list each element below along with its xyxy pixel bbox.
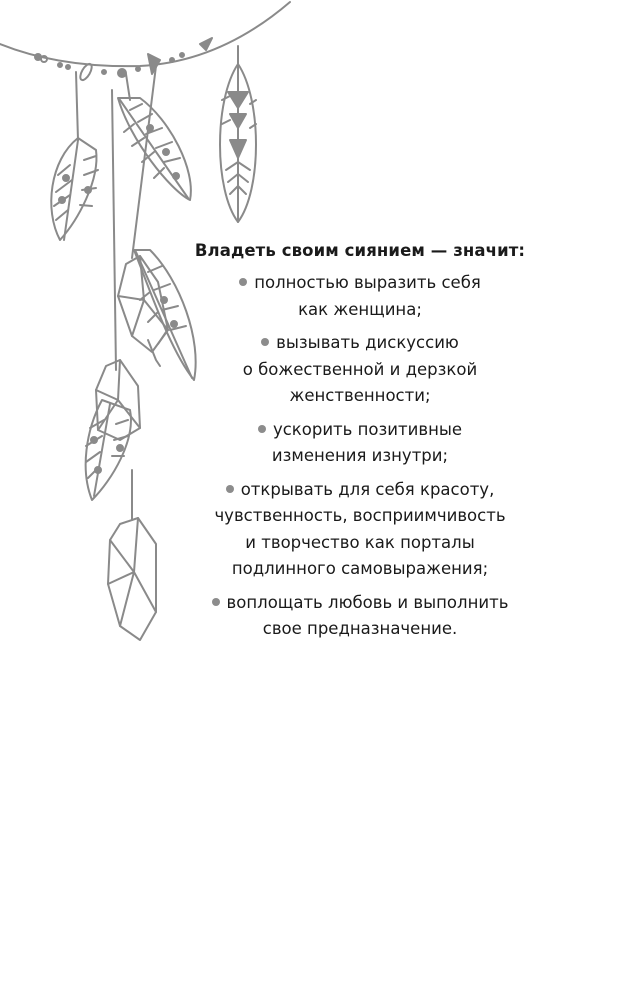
bead-icon [180, 53, 184, 57]
list-item [150, 330, 570, 410]
list-item-line: воплощать любовь и выполнить [150, 590, 570, 617]
arrow-charm-icon [200, 38, 212, 50]
list-item [150, 590, 570, 643]
bead-icon [66, 65, 70, 69]
triangle-charm-icon [148, 54, 160, 74]
list-item-line: свое предназначение. [262, 619, 458, 638]
list-item-line: вызывать дискуссию [150, 330, 570, 357]
bullet-list [150, 270, 570, 643]
bead-icon [58, 63, 62, 67]
bullet-icon [212, 598, 220, 606]
bead-icon [102, 70, 106, 74]
bead-icon [136, 67, 140, 71]
list-item-line: женственности; [289, 386, 431, 405]
feather-icon [51, 138, 98, 240]
list-item-line: и творчество как порталы [245, 532, 475, 552]
tribal-feather-icon [220, 64, 256, 222]
list-item-line: ускорить позитивные [150, 417, 570, 444]
feather-icon [118, 98, 191, 200]
list-item-line: как женщина; [298, 299, 422, 319]
hanging-cord [76, 72, 78, 140]
hanging-cord [126, 74, 130, 100]
bullet-icon [239, 278, 247, 286]
heading: Владеть своим сиянием — значит: [194, 241, 526, 260]
bullet-icon [261, 338, 269, 346]
bullet-icon [226, 485, 234, 493]
bullet-icon [258, 425, 266, 433]
bead-icon [118, 69, 126, 77]
list-item-line: полностью выразить себя [150, 270, 570, 297]
list-item-line: открывать для себя красоту, [150, 477, 570, 504]
list-item-line: чувственность, восприимчивость [214, 506, 506, 525]
content-block [150, 238, 570, 650]
list-item [150, 270, 570, 323]
bead-icon [78, 62, 94, 82]
crystal-icon [108, 518, 156, 640]
bead-icon [170, 58, 174, 62]
list-item-line: изменения изнутри; [271, 446, 449, 465]
list-item [150, 417, 570, 470]
hanging-cord [112, 90, 116, 370]
bead-icon [41, 56, 47, 62]
list-item-line: подлинного самовыражения; [231, 559, 489, 578]
list-item [150, 477, 570, 583]
list-item-line: о божественной и дерзкой [242, 359, 478, 379]
